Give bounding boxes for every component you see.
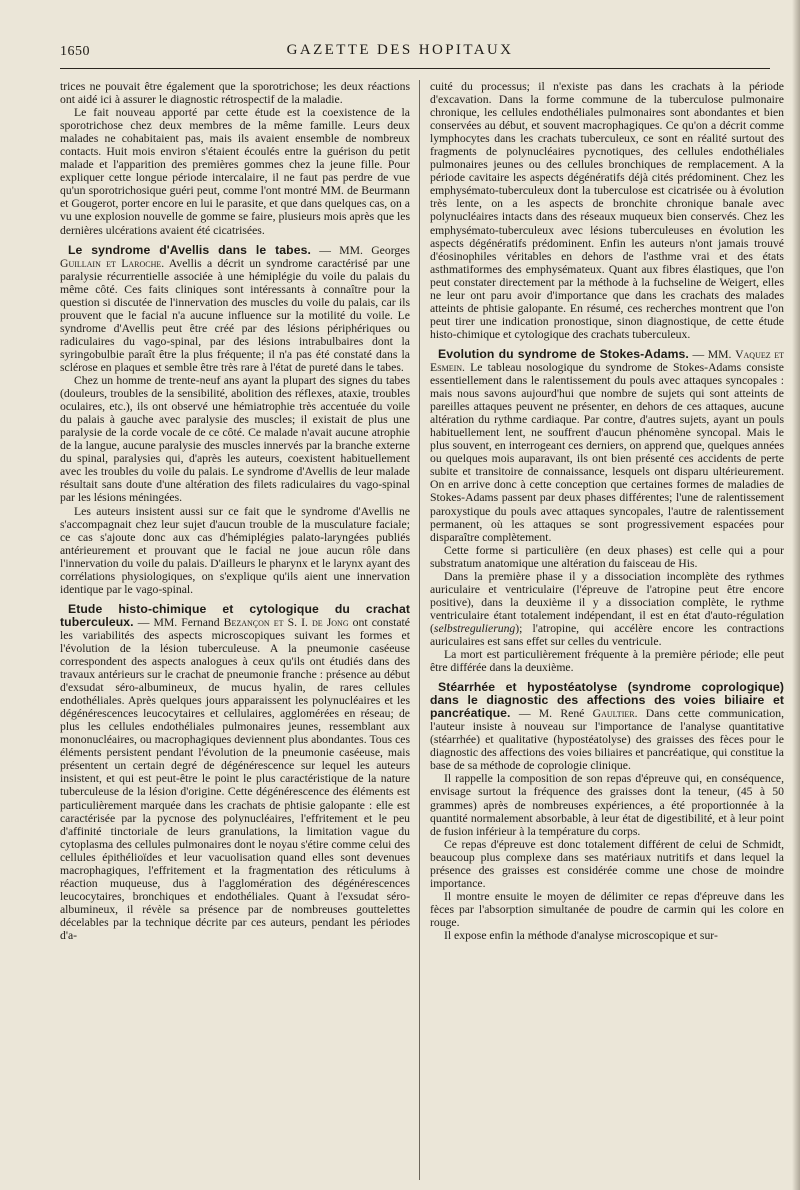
text-run: Dans la première phase il y a dissociation incomplète des rythmes auriculaire et ventriculaire (l'épreuve de l'atropine peut être encore positive), dans la deuxième il y a dissociation complète, le rythme ventriculaire étant totalement indépendant, il est en état d'auto-régulation ( bbox=[430, 569, 784, 635]
article-authors: Guillain et Laroche bbox=[60, 256, 162, 270]
paragraph: Il montre ensuite le moyen de délimiter ce repas d'épreuve dans les fèces par l'absorption simultanée de poudre de carmin qui les colore en rouge. bbox=[430, 889, 784, 929]
italic-term: selbstregulierung bbox=[433, 621, 516, 635]
paragraph: Il rappelle la composition de son repas d'épreuve qui, en conséquence, envisage surtout la fréquence des graisses dont la teneur, (45 à 50 grammes) après de nombreuses expériences, a été proportionnée à la quantité normalement absorbable, à leur état de digestibilité, et à leur point de fusion inférieur à la température du corps. bbox=[430, 772, 784, 838]
article-authors: Bezançon et S. I. de Jong bbox=[223, 615, 349, 629]
article-text: ont constaté les variabilités des aspects microscopiques suivant les formes et l'évolution de la lésion tuberculeuse. A la pneumonie caséeuse correspondent des aspects analogues à ceux qu'ils ont étudiés dans des travaux antérieurs sur le crachat de pneumonie franche : présence au début d'exsudat séro-albumineux, de mucus hyalin, de rares cellules endothéliales. Après quelques jours apparaissent les polynucléaires et les dégénérescences leucocytaires et cellulaires, agglomérées en réseau; de plus les cellules endothéliales pulmonaires jeunes, ressemblant aux mononucléaires, ou macrophagiques deviennent plus abondantes. Tous ces éléments persistent pendant l'évolution de la pneumonie caséeuse, mais présentent un certain degré de dégénérescence sur lequel les auteurs insistent, et qui est peut-être le point le plus caractéristique de la nature tuberculeuse de la lésion d'origine. Cette dégénérescence des éléments est particulièrement marquée dans les crachats de phtisie galopante : elle est caractérisée par la pycnose des polynucléaires, l'effritement et le peu d'affinité tinctoriale de leurs granulations, la limitation vague du cytoplasma des cellules pulmonaires dont le noyau s'étire comme celui des cellules épithélioïdes et leur vacuolisation quand elles sont devenues macrophagiques, l'effritement et la fragmentation des réticulums à réaction muqueuse, dus à l'agglomération des dégénérescences leucocytaires, bronchiques et endothéliales. Quant à l'exsudat séro-albumineux, il révèle sa présence par de nombreuses gouttelettes décelables par la technique décrite par ces auteurs, pendant les périodes d'a- bbox=[60, 615, 410, 942]
page-number: 1650 bbox=[60, 44, 90, 59]
left-column bbox=[60, 80, 410, 942]
paragraph: Le fait nouveau apporté par cette étude est la coexistence de la sporotrichose chez deux membres de la même famille. Leurs deux malades ne cohabitaient pas, mais ils avaient ensemble de nombreux contacts. Huit mois environ s'étaient écoulés entre la guérison du petit malade et l'apparition des premières gommes chez la jeune fille. Pour expliquer cette longue période intercalaire, il ne faut pas perdre de vue qu'un sporotrichosique guéri peut, comme l'ont montré MM. de Beurmann et Gougerot, porter encore en lui le parasite, et que dans quelques cas, on a vu une explosion nouvelle de gomme se faire, plusieurs mois après que les dernières ulcérations avaient été cicatrisées. bbox=[60, 106, 410, 237]
running-header bbox=[0, 36, 800, 60]
article-title: Etude histo-chimique et cytologique du crachat tuberculeux. bbox=[60, 601, 410, 629]
title-dash: — M. René bbox=[510, 707, 593, 721]
page-edge-shadow bbox=[792, 0, 800, 1190]
article-title: Evolution du syndrome de Stokes-Adams. bbox=[438, 346, 689, 361]
text-run: ); l'atropine, qui accélère encore les contractions auriculaires est sans effet sur celles du ventricule. bbox=[430, 621, 784, 648]
paragraph bbox=[430, 570, 784, 648]
article-text: . Avellis a décrit un syndrome caractérisé par une paralysie récurrentielle associée à une hémiplégie du voile du palais du même côté. Ces faits cliniques sont intéressants à connaître pour la question si discutée de l'innervation des muscles du voile du palais, car ils prouvent que le facial n'a aucune influence sur la motilité du voile. Le syndrome d'Avellis peut être créé par des lésions périphériques ou radiculaires du vago-spinal, par des lésions intrabulbaires dont la syringobulbie paraît être la plus fréquente; il n'a pas été constaté dans la sclérose en plaques et semble être très rare à l'état de pureté dans le tabes. bbox=[60, 256, 410, 374]
article-title: Le syndrome d'Avellis dans le tabes. bbox=[68, 242, 311, 257]
paragraph: Il expose enfin la méthode d'analyse microscopique et sur- bbox=[444, 929, 718, 942]
article-stokes-adams bbox=[430, 348, 784, 544]
article-authors: Gaultier bbox=[592, 707, 635, 721]
right-column bbox=[430, 80, 784, 942]
article-title: Stéarrhée et hypostéatolyse (syndrome coprologique) dans le diagnostic des affections des voies biliaire et pancréatique. bbox=[430, 680, 784, 721]
title-dash: — MM. Georges bbox=[310, 243, 410, 257]
article-authors: Vaquez et Esmein bbox=[430, 347, 784, 374]
paragraph: Ce repas d'épreuve est donc totalement différent de celui de Schmidt, beaucoup plus complexe dans ses matériaux nutritifs et dans lequel la présence des graisses est considérée comme une chose de moindre importance. bbox=[430, 837, 784, 890]
paragraph: Les auteurs insistent aussi sur ce fait que le syndrome d'Avellis ne s'accompagnait chez leur sujet d'aucun trouble de la musculature faciale; ce cas s'ajoute donc aux cas d'hémiplégies palato-laryngées publiés antérieurement et prouvant que le facial ne joue aucun rôle dans l'innervation du voile du palais. D'ailleurs le pharynx et le larynx ayant des corrélations physiologiques, on s'explique qu'ils aient une innervation identique par le vago-spinal. bbox=[60, 504, 410, 596]
paragraph: cuité du processus; il n'existe pas dans les crachats à la période d'excavation. Dans la forme commune de la tuberculose pulmonaire chronique, les cellules endothéliales pulmonaires sont abondantes et bien conservées au début, et souvent macrophagiques. Ce qu'on a décrit comme lymphocytes dans les crachats tuberculeux, ce sont en réalité surtout des fragments de polynucléaires pycnotiques, des cellules endothéliales pulmonaires jeunes ou des cellules bronchiques de remplacement. A la période cavitaire les aspects dégénératifs déjà cités prédominent. Chez les emphysémato-tuberculeux dont la tuberculose est cicatrisée ou à évolution très lente, on a les aspects de bronchite chronique banale avec polynucléaires intacts dans des réseaux muqueux bien conservés. Chez les emphysémato-tuberculeux avec lésions tuberculeuses en évolution les aspects dégénératifs prédominent. Enfin les auteurs n'ont jamais trouvé d'éosinophiles véritables en dehors de l'asthme vrai et des états asthmatiformes des emphysémateux. Quant aux fibres élastiques, que l'on peut constater directement par la méthode à la fuchseline de Weigert, elles ne leur ont paru avoir d'importance que dans les crachats des malades atteints de phtisie galopante. En résumé, ces recherches montrent que l'on peut tirer une indication pronostique, sinon diagnostique, de cette étude histo-chimique et cytologique des crachats tuberculeux. bbox=[430, 80, 784, 341]
paragraph: trices ne pouvait être également que la sporotrichose; les deux réactions ont aidé ici à assurer le diagnostic rétrospectif de la maladie. bbox=[60, 80, 410, 107]
paragraph: Cette forme si particulière (en deux phases) est celle qui a pour substratum anatomique une altération du faisceau de His. bbox=[430, 543, 784, 570]
article-crachat bbox=[60, 603, 410, 942]
journal-title: GAZETTE DES HOPITAUX bbox=[286, 42, 514, 58]
title-dash: — MM. bbox=[688, 347, 736, 361]
article-avellis bbox=[60, 244, 410, 374]
title-dash: — MM. Fernand bbox=[133, 615, 224, 629]
article-stearrhee bbox=[430, 681, 784, 772]
paragraph: La mort est particulièrement fréquente à la première période; elle peut être différée dans la deuxième. bbox=[430, 648, 784, 675]
column-divider bbox=[419, 80, 420, 1180]
paragraph: Chez un homme de trente-neuf ans ayant la plupart des signes du tabes (douleurs, troubles de la sensibilité, abolition des réflexes, ataxie, troubles oculaires, etc.), ils ont observé une hémiatrophie très accentuée du voile du palais à gauche avec paralysie des muscles; il existait de plus une paralysie de la corde vocale de ce côté. Ce malade n'avait aucune atrophie de la langue, aucune paralysie des muscles innervés par la branche externe du spinal, paralysies qui, d'après les auteurs, coexistent habituellement avec les troubles du voile du palais. Le syndrome d'Avellis de leur malade résultait sans doute d'une altération des filets radiculaires du vago-spinal par les lésions méningées. bbox=[60, 374, 410, 505]
article-text: . Dans cette communication, l'auteur insiste à nouveau sur l'importance de l'analyse quantitative (stéarrhée) et qualitative (hypostéatolyse) des graisses des fèces pour le diagnostic des affections des voies biliaires et pancréatique, qui constitue la base de sa méthode de coprologie clinique. bbox=[430, 707, 785, 773]
article-text: . Le tableau nosologique du syndrome de Stokes-Adams consiste essentiellement dans le ralentissement du pouls avec attaques syncopales : mais nous savons aujourd'hui que nombre de sujets qui sont atteints de pareilles attaques peuvent ne présenter, en dehors de ces attaques, aucune altération du rythme cardiaque. Par contre, d'autres sujets, ayant un pouls habituellement lent, ne souffrent d'aucun phénomène syncopal. Mais le plus souvent, en interrogeant ces derniers, on apprend que, quelques années ou quelques mois auparavant, ils ont bien présenté ces accidents de perte subite et transitoire de connaissance, lesquels ont disparu ultérieurement. On en arrive donc à cette conception que certaines formes de maladies de Stokes-Adams passent par deux phases différentes; l'une de ralentissement paroxystique du pouls avec attaques syncopales, l'autre de ralentissement permanent, où les attaques se sont progressivement espacées pour disparaître complètement. bbox=[430, 360, 784, 544]
header-rule bbox=[60, 68, 770, 69]
